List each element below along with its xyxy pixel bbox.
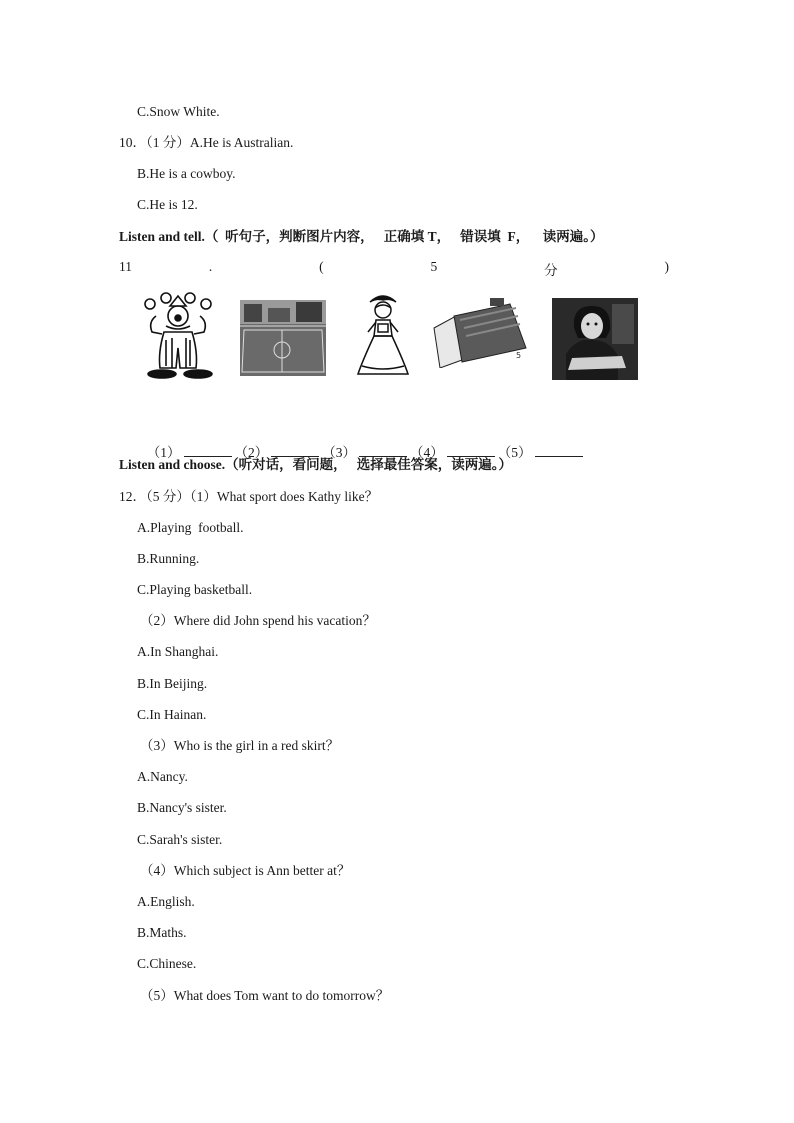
blank-label-5: （5） [497,445,532,460]
q12-5-prompt: （5）What does Tom want to do tomorrow？ [140,988,390,1003]
q12-3-prompt: （3）Who is the girl in a red skirt？ [140,738,340,753]
q12-4-option-a: A.English. [137,894,195,909]
q12-1-option-a: A.Playing football. [137,520,244,535]
girl-writing-photo [552,298,638,380]
q10-option-c: C.He is 12. [137,197,198,212]
q12-3-option-a: A.Nancy. [137,769,188,784]
books-picture [430,298,530,368]
q12-2-option-c: C.In Hainan. [137,707,207,722]
q11-score: 5 [430,259,438,274]
q11-dot: . [208,259,213,274]
q11-close-paren: ) [664,259,669,274]
answer-blank-1[interactable] [184,443,232,457]
q12-4-option-c: C.Chinese. [137,956,197,971]
blank-label-3: （3） [322,445,356,460]
q12-4-option-b: B.Maths. [137,925,187,940]
q12-3-option-b: B.Nancy's sister. [137,800,227,815]
q11-header [119,259,669,277]
q12-3-option-c: C.Sarah's sister. [137,832,223,847]
blank-label-4: （4） [410,445,444,460]
answer-blank-4[interactable] [447,443,495,457]
q11-open-paren: ( [319,259,324,274]
blank-label-1: （1） [146,445,181,460]
q12-stem: 12．（5 分）（1）What sport does Kathy like？ [119,489,379,504]
q10-stem: 10．（1 分）A.He is Australian. [119,135,294,150]
q12-2-prompt: （2）Where did John spend his vacation？ [140,613,376,628]
q12-2-option-a: A.In Shanghai. [137,644,219,659]
blank-label-2: （2） [234,445,269,460]
svg-text:5: 5 [516,351,522,360]
q11-unit: 分 [544,263,558,278]
q11-pictures [136,292,646,384]
q10-option-b: B.He is a cowboy. [137,166,236,181]
q11-number: 11 [119,259,132,274]
q9-option-c: C.Snow White. [137,104,220,119]
q12-1-option-b: B.Running. [137,551,200,566]
section-listen-tell: Listen and tell.（ 听句子，判断图片内容， 正确填 T， 错误填 F， 读两遍。） [119,229,604,244]
answer-blank-2[interactable] [271,443,319,457]
woman-figure-picture [354,292,412,382]
clown-picture [136,292,218,380]
q12-2-option-b: B.In Beijing. [137,676,208,691]
answer-blank-5[interactable] [535,443,583,457]
q12-1-option-c: C.Playing basketball. [137,582,253,597]
playground-picture [240,300,326,376]
answer-blank-3[interactable] [359,443,407,457]
section-listen-choose: Listen and choose.（听对话，看问题， 选择最佳答案，读两遍。） [119,457,513,472]
q12-4-prompt: （4）Which subject is Ann better at？ [140,863,351,878]
